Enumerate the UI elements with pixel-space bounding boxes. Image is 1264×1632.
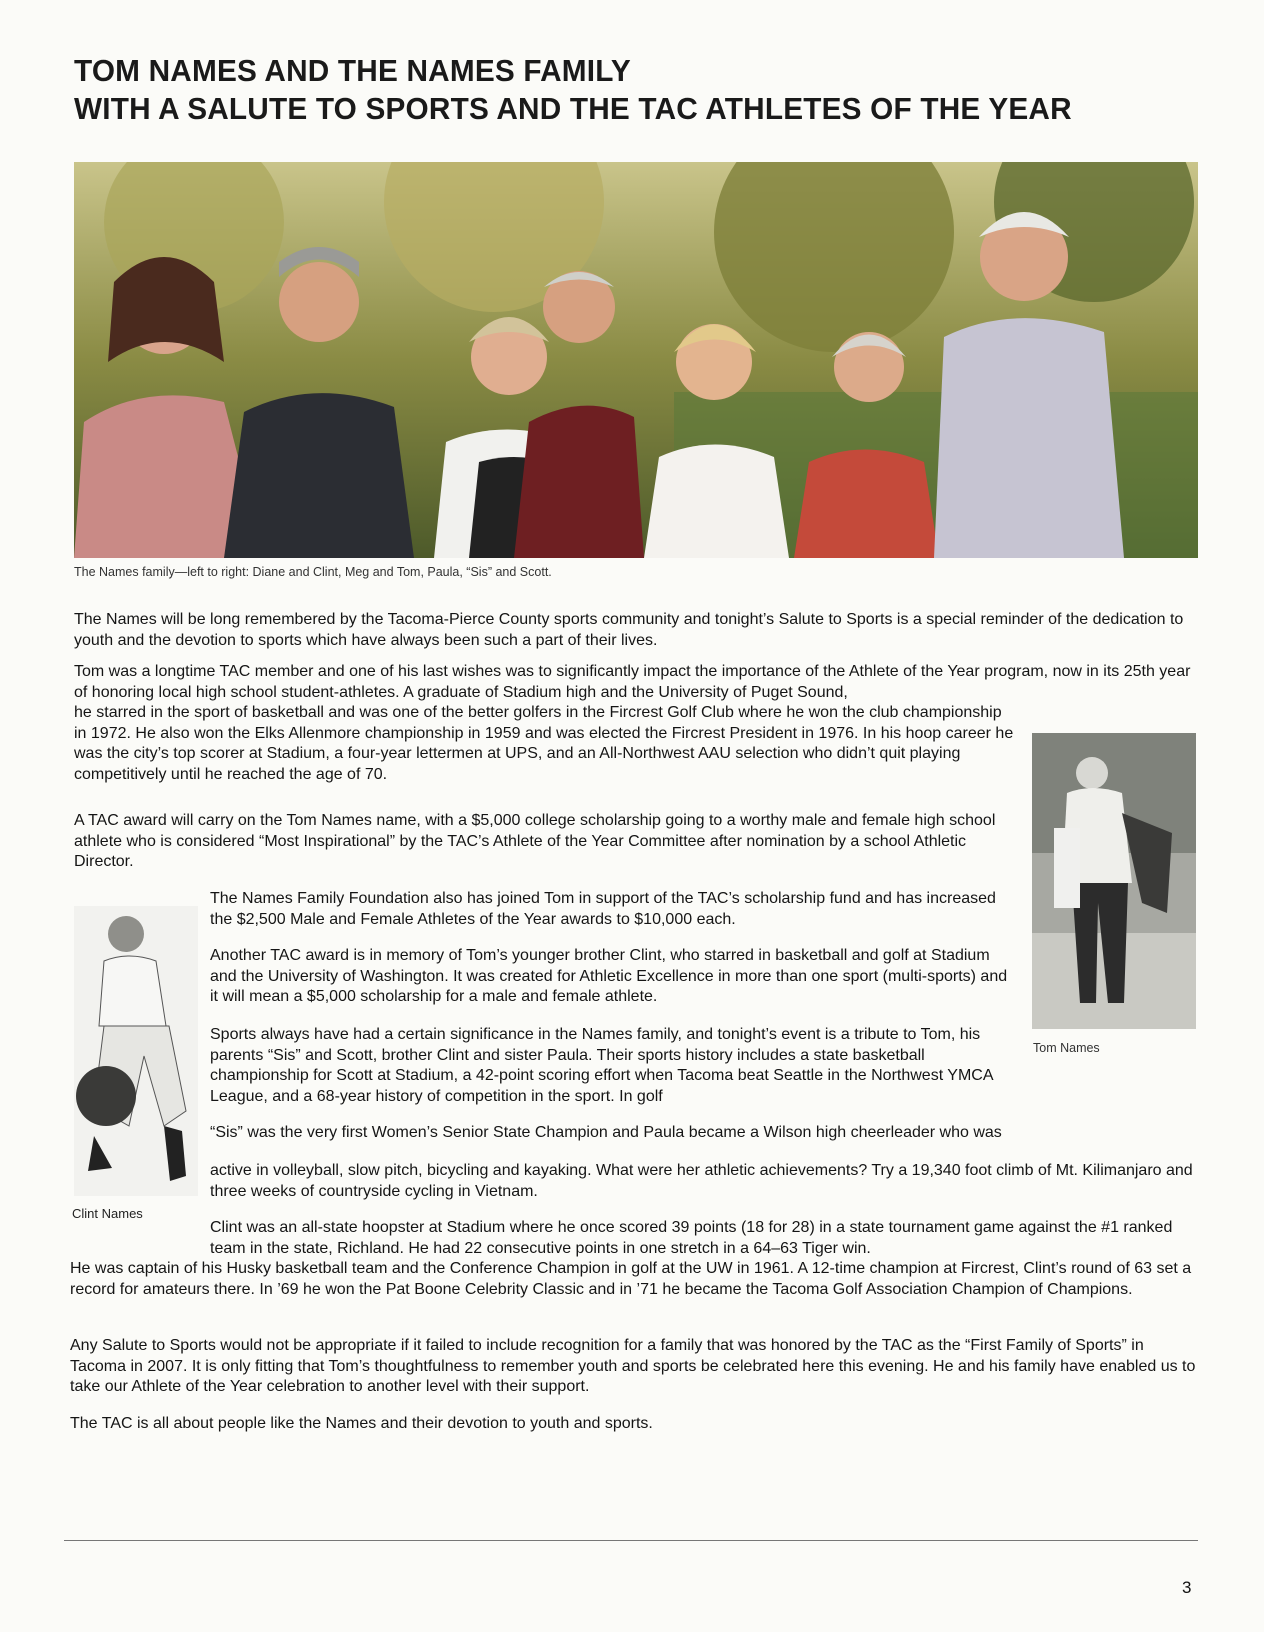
footer-divider [64, 1540, 1198, 1541]
tom-names-caption: Tom Names [1033, 1041, 1100, 1055]
clint-names-photo [74, 906, 198, 1196]
paragraph-9: The TAC is all about people like the Names and their devotion to youth and sports. [70, 1415, 653, 1432]
paragraph-6a: Sports always have had a certain significance in the Names family, and tonight’s event is a tribute to Tom, his parents “Sis” and Scott, brother Clint and sister Paula. Their sports history includes a state basketball championship for Scott at Stadium, a 42-point scoring effort when Tacoma beat Seattle in the Northwest YMCA League, and a 68-year history of competition in the sport. In golf [210, 1026, 993, 1105]
paragraph-5: Another TAC award is in memory of Tom’s younger brother Clint, who starred in basketball and golf at Stadium and the University of Washington. It was created for Athletic Excellence in more than one sport (multi-sports) and it will mean a $5,000 scholarship for a male and female athlete. [210, 947, 1008, 1005]
paragraph-1: The Names will be long remembered by the Tacoma-Pierce County sports community and tonight’s Salute to Sports is a special reminder of the dedication to youth and the devotion to sports which have always been such a part of their lives. [74, 611, 1184, 649]
paragraph-6c: active in volleyball, slow pitch, bicycling and kayaking. What were her athletic achievements? Try a 19,340 foot climb of Mt. Kilimanjaro and three weeks of countryside cycling in Vietnam. [210, 1162, 1193, 1200]
family-photo [74, 162, 1198, 558]
paragraph-7a: Clint was an all-state hoopster at Stadium where he once scored 39 points (18 for 28) in a state tournament game against the #1 ranked team in the state, Richland. He had 22 consecutive points in one stretch in a 64–63 Tiger win. [210, 1219, 1173, 1257]
paragraph-2a: Tom was a longtime TAC member and one of his last wishes was to significantly impact the importance of the Athlete of the Year program, now in its 25th year of honoring local high school student-athletes. A graduate of Stadium high and the University of Puget Sound, [74, 663, 1191, 701]
paragraph-7b: He was captain of his Husky basketball team and the Conference Champion in golf at the UW in 1961. A 12-time champion at Fircrest, Clint’s round of 63 set a record for amateurs there. In ’69 he won the Pat Boone Celebrity Classic and in ’71 he became the Tacoma Golf Association Champion of Champions. [70, 1260, 1192, 1298]
paragraph-4: The Names Family Foundation also has joined Tom in support of the TAC’s scholarship fund and has increased the $2,500 Male and Female Athletes of the Year awards to $10,000 each. [210, 890, 996, 928]
paragraph-6b: “Sis” was the very first Women’s Senior State Champion and Paula became a Wilson high cheerleader who was [210, 1124, 1002, 1141]
page-number: 3 [1182, 1578, 1192, 1597]
title-line-1: TOM NAMES AND THE NAMES FAMILY [74, 53, 631, 88]
paragraph-8: Any Salute to Sports would not be appropriate if it failed to include recognition for a family that was honored by the TAC as the “First Family of Sports” in Tacoma in 2007. It is only fitting that Tom’s thoughtfulness to remember youth and sports be celebrated here this evening. He and his family have enabled us to take our Athlete of the Year celebration to another level with their support. [70, 1337, 1196, 1395]
paragraph-3: A TAC award will carry on the Tom Names name, with a $5,000 college scholarship going to a worthy male and female high school athlete who is considered “Most Inspirational” by the TAC’s Athlete of the Year Committee after nomination by a school Athletic Director. [74, 812, 996, 870]
paragraph-2b: he starred in the sport of basketball and was one of the better golfers in the Fircrest Golf Club where he won the club championship in 1972. He also won the Elks Allenmore championship in 1959 and was elected the Fircrest President in 1976. In his hoop career he was the city’s top scorer at Stadium, a four-year lettermen at UPS, and an All-Northwest AAU selection who didn’t quit playing competitively until he reached the age of 70. [74, 704, 1014, 783]
title-line-2: WITH A SALUTE TO SPORTS AND THE TAC ATHLETES OF THE YEAR [74, 91, 1072, 126]
page-title [74, 52, 1149, 128]
clint-names-caption: Clint Names [72, 1206, 143, 1221]
tom-names-photo [1032, 733, 1196, 1029]
family-photo-caption: The Names family—left to right: Diane and Clint, Meg and Tom, Paula, “Sis” and Scott. [74, 565, 552, 579]
